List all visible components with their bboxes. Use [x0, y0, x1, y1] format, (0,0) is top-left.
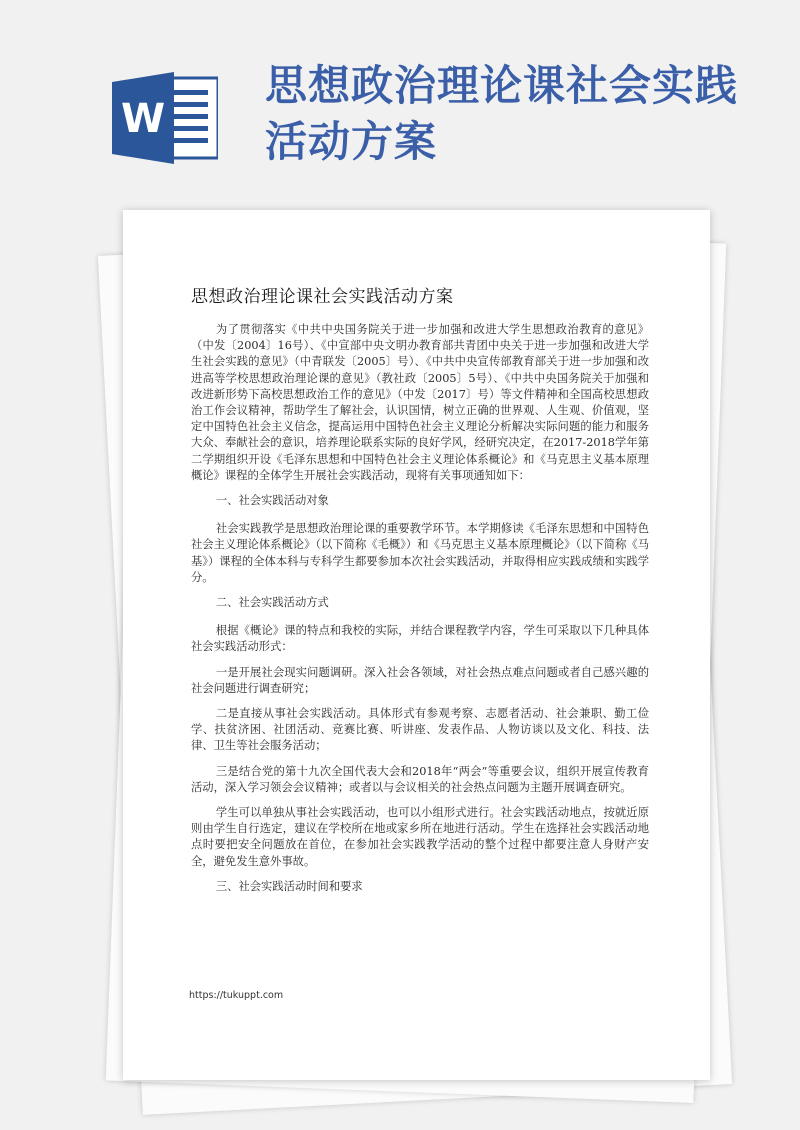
header	[0, 0, 800, 200]
paragraph: 二是直接从事社会实践活动。具体形式有参观考察、志愿者活动、社会兼职、勤工俭学、扶贫济困、社团活动、竞赛比赛、听讲座、发表作品、人物访谈以及文化、科技、法律、卫生等社会服务活动；	[191, 707, 649, 753]
section-heading-1: 一、社会实践活动对象	[215, 494, 329, 508]
paragraph: 根据《概论》课的特点和我校的实际，并结合课程教学内容，学生可采取以下几种具体社会实践活动形式：	[191, 624, 649, 654]
paragraph: 社会实践教学是思想政治理论课的重要教学环节。本学期修读《毛泽东思想和中国特色社会主义理论体系概论》（以下简称《毛概》）和《马克思主义基本原理概论》（以下简称《马基》）课程的全体本科与专科学生都要参加本次社会实践活动，并取得相应实践成绩和实践学分。	[191, 522, 649, 584]
header-title: 思想政治理论课社会实践活动方案	[265, 61, 739, 166]
section-heading-2: 二、社会实践活动方式	[215, 596, 329, 610]
section-heading-3: 三、社会实践活动时间和要求	[215, 879, 363, 893]
svg-text:W: W	[120, 96, 166, 142]
document-title: 思想政治理论课社会实践活动方案	[191, 287, 454, 307]
footer-url: https://tukuppt.com	[189, 990, 284, 1001]
document-page	[123, 210, 710, 1080]
paragraph: 学生可以单独从事社会实践活动，也可以小组形式进行。社会实践活动地点，按就近原则由学生自行选定，建议在学校所在地或家乡所在地进行活动。学生在选择社会实践活动地点时要把安全问题放在首位，在参加社会实践教学活动的整个过程中都要注意人身财产安全，避免发生意外事故。	[191, 806, 649, 868]
paragraph: 一是开展社会现实问题调研。深入社会各领域，对社会热点难点问题或者自己感兴趣的社会问题进行调查研究；	[191, 665, 649, 695]
paragraph-intro: 为了贯彻落实《中共中央国务院关于进一步加强和改进大学生思想政治教育的意见》（中发〔2004〕16号）、《中宣部中央文明办教育部共青团中央关于进一步加强和改进大学生社会实践的意见》（中青联发〔2005〕号）、《中共中央宣传部教育部关于进一步加强和改进高等学校思想政治理论课的意见》（教社政〔2005〕5号）、《中共中央国务院关于加强和改进新形势下高校思想政治工作的意见》（中发〔2017〕号）等文件精神和全国高校思想政治工作会议精神，帮助学生了解社会，认识国情，树立正确的世界观、人生观、价值观，坚定中国特色社会主义信念，提高运用中国特色社会主义理论分析解决实际问题的能力和服务大众、奉献社会的意识，培养理论联系实际的良好学风，经研究决定，在2017-2018学年第二学期组织开设《毛泽东思想和中国特色社会主义理论体系概论》和《马克思主义基本原理概论》课程的全体学生开展社会实践活动，现将有关事项通知如下：	[191, 323, 649, 482]
paragraph: 三是结合党的第十九次全国代表大会和2018年“两会”等重要会议，组织开展宣传教育活动，深入学习领会会议精神；或者以与会议相关的社会热点问题为主题开展调查研究。	[191, 764, 649, 794]
document-body	[191, 322, 649, 907]
word-document-icon	[112, 72, 218, 164]
